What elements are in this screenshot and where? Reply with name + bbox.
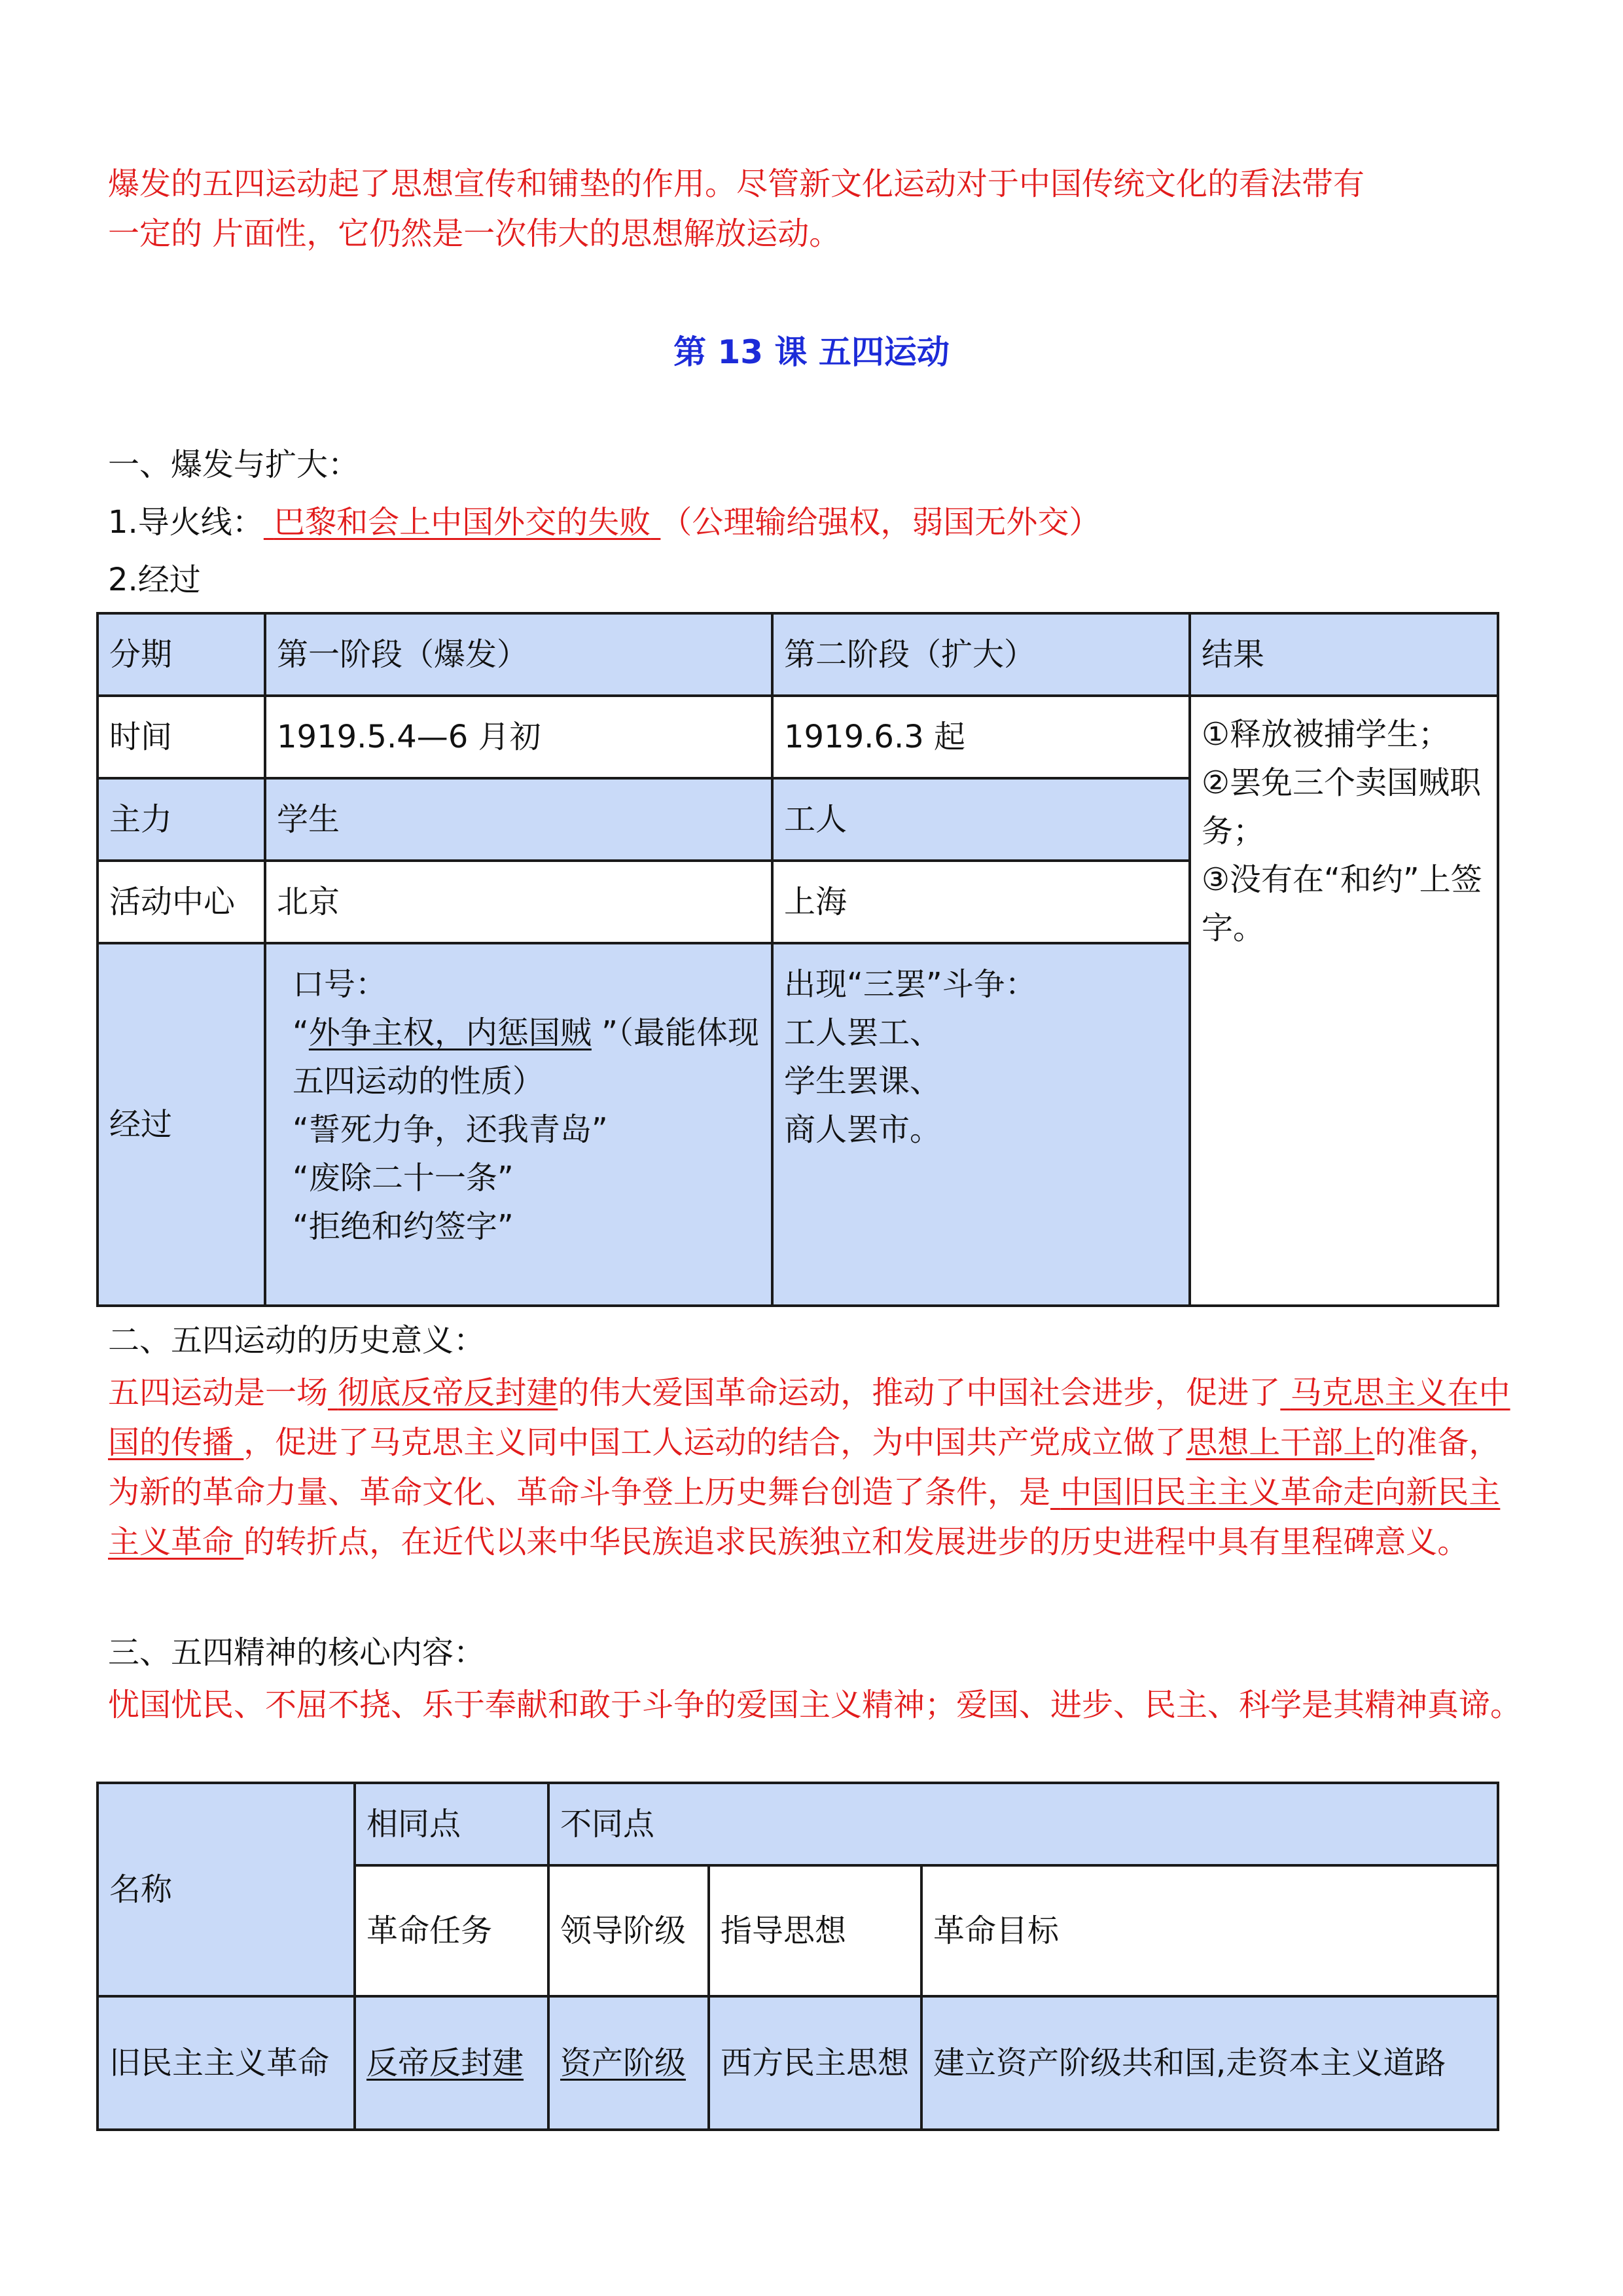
section2-heading: 二、五四运动的历史意义： <box>108 1322 486 1359</box>
slogan-2: “誓死力争，还我青岛” <box>293 1111 608 1148</box>
header-stage1: 第一阶段（爆发） <box>265 613 772 696</box>
strike-3: 商人罢市。 <box>784 1111 942 1148</box>
old-democratic-task: 反帝反封建 <box>355 1996 548 2130</box>
strike-1: 工人罢工、 <box>784 1014 942 1051</box>
intro-line-2: 一定的 片面性，它仍然是一次伟大的思想解放运动。 <box>108 215 841 252</box>
header-period: 分期 <box>98 613 265 696</box>
section3-heading: 三、五四精神的核心内容： <box>108 1634 486 1671</box>
header-stage2: 第二阶段（扩大） <box>772 613 1190 696</box>
time-stage1: 1919.5.4—6 月初 <box>265 696 772 778</box>
old-democratic-row <box>98 1996 1498 2130</box>
old-democratic-name: 旧民主主义革命 <box>98 1996 355 2130</box>
strike-2: 学生罢课、 <box>784 1063 942 1100</box>
underline-turning-point: 中国旧民主主义革命走向新民主主义革命 <box>108 1474 1501 1560</box>
time-stage2: 1919.6.3 起 <box>772 696 1190 778</box>
section1-heading: 一、爆发与扩大： <box>108 446 360 483</box>
center-stage2: 上海 <box>772 861 1190 943</box>
process-label: 2.经过 <box>108 562 201 598</box>
old-democratic-class: 资产阶级 <box>548 1996 709 2130</box>
fuse-line <box>108 497 1528 547</box>
diff-header: 不同点 <box>548 1783 1498 1865</box>
center-stage1: 北京 <box>265 861 772 943</box>
fuse-answer: 巴黎和会上中国外交的失败 <box>274 504 651 541</box>
task-header: 革命任务 <box>355 1865 548 1996</box>
results-cell <box>1190 696 1498 1306</box>
underline-marxism-spread: 马克思主义在中国的传播 <box>108 1374 1510 1461</box>
main-force-stage1: 学生 <box>265 778 772 861</box>
time-label: 时间 <box>98 696 265 778</box>
row-time <box>98 696 1498 778</box>
stages-table <box>96 612 1499 1307</box>
comparison-table <box>96 1782 1499 2131</box>
old-democratic-thought: 西方民主思想 <box>709 1996 921 2130</box>
compare-header-row-1 <box>98 1783 1498 1865</box>
slogan-4: “拒绝和约签字” <box>293 1208 514 1245</box>
result-2: ②罢免三个卖国贼职务； <box>1202 764 1482 850</box>
slogan-1: “外争主权，内惩国贼 ”（最能体现五四运动的性质） <box>293 1014 760 1100</box>
lesson-title: 第 13 课 五四运动 <box>673 333 950 371</box>
class-header: 领导阶级 <box>548 1865 709 1996</box>
result-1: ①释放被捕学生； <box>1202 716 1450 753</box>
process-stage1 <box>265 943 772 1306</box>
process-stage2 <box>772 943 1190 1306</box>
main-force-stage2: 工人 <box>772 778 1190 861</box>
underline-preparation: 思想上干部上 <box>1186 1424 1375 1461</box>
underline-anti-imperialism: 彻底反帝反封建 <box>338 1374 558 1411</box>
section2-paragraph: 五四运动是一场 彻底反帝反封建的伟大爱国革命运动，推动了中国社会进步，促进了 马克思主义在中国的传播 ，促进了马克思主义同中国工人运动的结合，为中国共产党成立做了思想上干部上的准备，为新的革命力量、革命文化、革命斗争登上历史舞台创造了条件，是 中国旧民主主义革命走向新民主主义革命 的转折点，在近代以来中华民族追求民族独立和发展进步的历史进程中具有里程碑意义。 <box>108 1374 1510 1560</box>
result-3: ③没有在“和约”上签字。 <box>1202 861 1482 946</box>
process-row-label: 经过 <box>98 943 265 1306</box>
section3-content: 忧国忧民、不屈不挠、乐于奉献和敢于斗争的爱国主义精神；爱国、进步、民主、科学是其精神真谛。 <box>108 1687 1522 1723</box>
fuse-label: 1.导火线： <box>108 504 264 541</box>
stages-header-row <box>98 613 1498 696</box>
main-force-label: 主力 <box>98 778 265 861</box>
thought-header: 指导思想 <box>709 1865 921 1996</box>
goal-header: 革命目标 <box>921 1865 1498 1996</box>
same-header: 相同点 <box>355 1783 548 1865</box>
old-democratic-goal: 建立资产阶级共和国,走资本主义道路 <box>921 1996 1498 2130</box>
intro-line-1: 爆发的五四运动起了思想宣传和铺垫的作用。尽管新文化运动对于中国传统文化的看法带有 <box>108 166 1365 202</box>
strike-intro: 出现“三罢”斗争： <box>784 966 1037 1003</box>
intro-paragraph <box>108 159 1528 259</box>
fuse-note: （公理输给强权，弱国无外交） <box>660 504 1101 541</box>
header-result: 结果 <box>1190 613 1498 696</box>
slogan-intro: 口号： <box>293 966 387 1003</box>
center-label: 活动中心 <box>98 861 265 943</box>
slogan-3: “废除二十一条” <box>293 1160 514 1196</box>
name-header: 名称 <box>98 1783 355 1996</box>
